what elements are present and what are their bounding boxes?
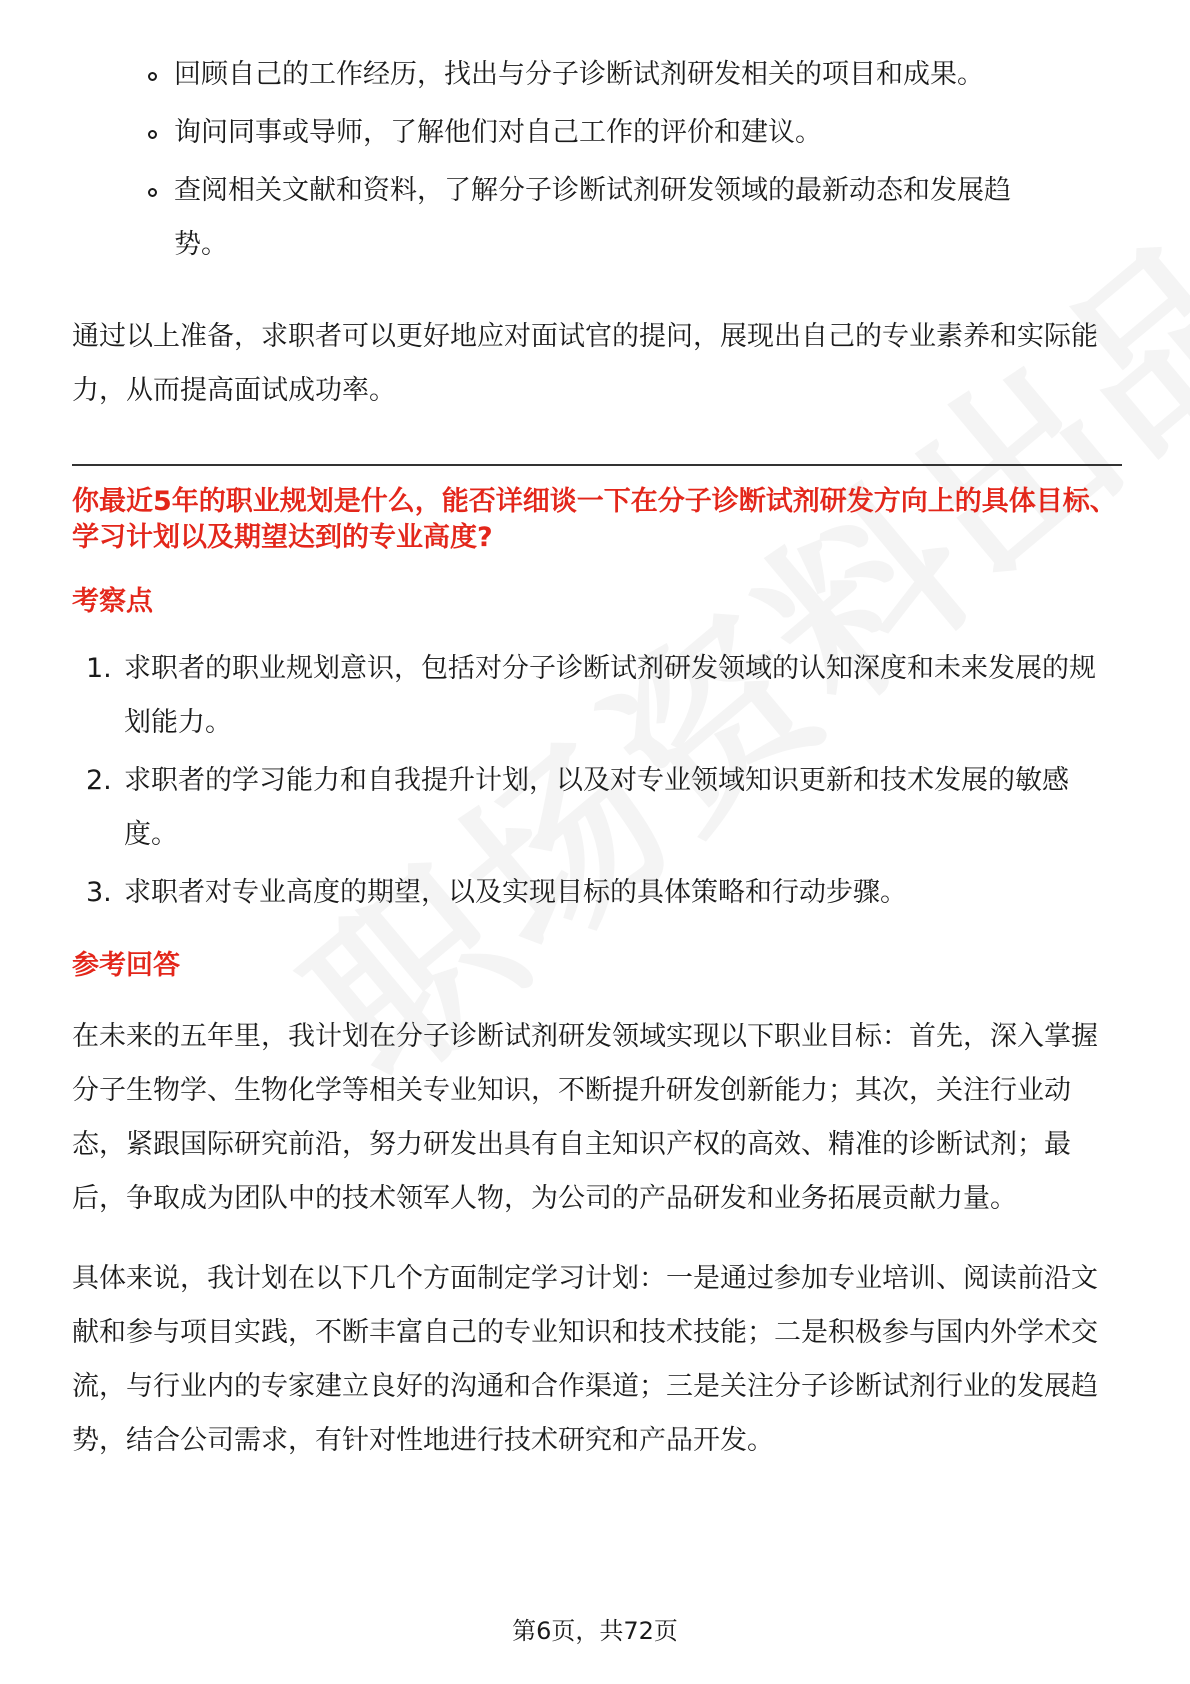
list-item-text: 求职者的职业规划意识，包括对分子诊断试剂研发领域的认知深度和未来发展的规划能力。 (124, 653, 1096, 738)
list-number: 2. (86, 765, 112, 796)
list-item (148, 106, 1044, 160)
preparation-list (72, 48, 1122, 272)
list-item-text: 回顾自己的工作经历，找出与分子诊断试剂研发相关的项目和成果。 (174, 59, 984, 90)
list-number: 1. (86, 653, 112, 684)
hollow-bullet-icon (148, 188, 157, 197)
page-content (72, 48, 1122, 1468)
list-item (148, 164, 1044, 272)
list-item-text: 求职者对专业高度的期望，以及实现目标的具体策略和行动步骤。 (124, 877, 907, 908)
interview-question: 你最近5年的职业规划是什么，能否详细谈一下在分子诊断试剂研发方向上的具体目标、学习计划以及期望达到的专业高度? (72, 486, 1117, 553)
assessment-list (72, 642, 1122, 920)
hollow-bullet-icon (148, 72, 157, 81)
list-number: 3. (86, 877, 112, 908)
list-item (86, 642, 1122, 750)
list-item (86, 866, 1122, 920)
answer-paragraph: 在未来的五年里，我计划在分子诊断试剂研发领域实现以下职业目标：首先，深入掌握分子生物学、生物化学等相关专业知识，不断提升研发创新能力；其次，关注行业动态，紧跟国际研究前沿，努力研发出具有自主知识产权的高效、精准的诊断试剂；最后，争取成为团队中的技术领军人物，为公司的产品研发和业务拓展贡献力量。 (72, 1021, 1098, 1214)
answer-heading: 参考回答 (72, 950, 180, 981)
answer-paragraph: 具体来说，我计划在以下几个方面制定学习计划：一是通过参加专业培训、阅读前沿文献和参与项目实践，不断丰富自己的专业知识和技术技能；二是积极参与国内外学术交流，与行业内的专家建立良好的沟通和合作渠道；三是关注分子诊断试剂行业的发展趋势，结合公司需求，有针对性地进行技术研究和产品开发。 (72, 1263, 1098, 1456)
assessment-heading: 考察点 (72, 586, 153, 617)
conclusion-paragraph: 通过以上准备，求职者可以更好地应对面试官的提问，展现出自己的专业素养和实际能力，从而提高面试成功率。 (72, 321, 1098, 406)
list-item (148, 48, 1044, 102)
list-item-text: 求职者的学习能力和自我提升计划，以及对专业领域知识更新和技术发展的敏感度。 (124, 765, 1069, 850)
hollow-bullet-icon (148, 130, 157, 139)
list-item-text: 询问同事或导师，了解他们对自己工作的评价和建议。 (174, 117, 822, 148)
list-item (86, 754, 1122, 862)
list-item-text: 查阅相关文献和资料，了解分子诊断试剂研发领域的最新动态和发展趋势。 (174, 175, 1011, 260)
page-number-footer: 第6页，共72页 (512, 1617, 678, 1645)
section-divider (72, 464, 1122, 466)
